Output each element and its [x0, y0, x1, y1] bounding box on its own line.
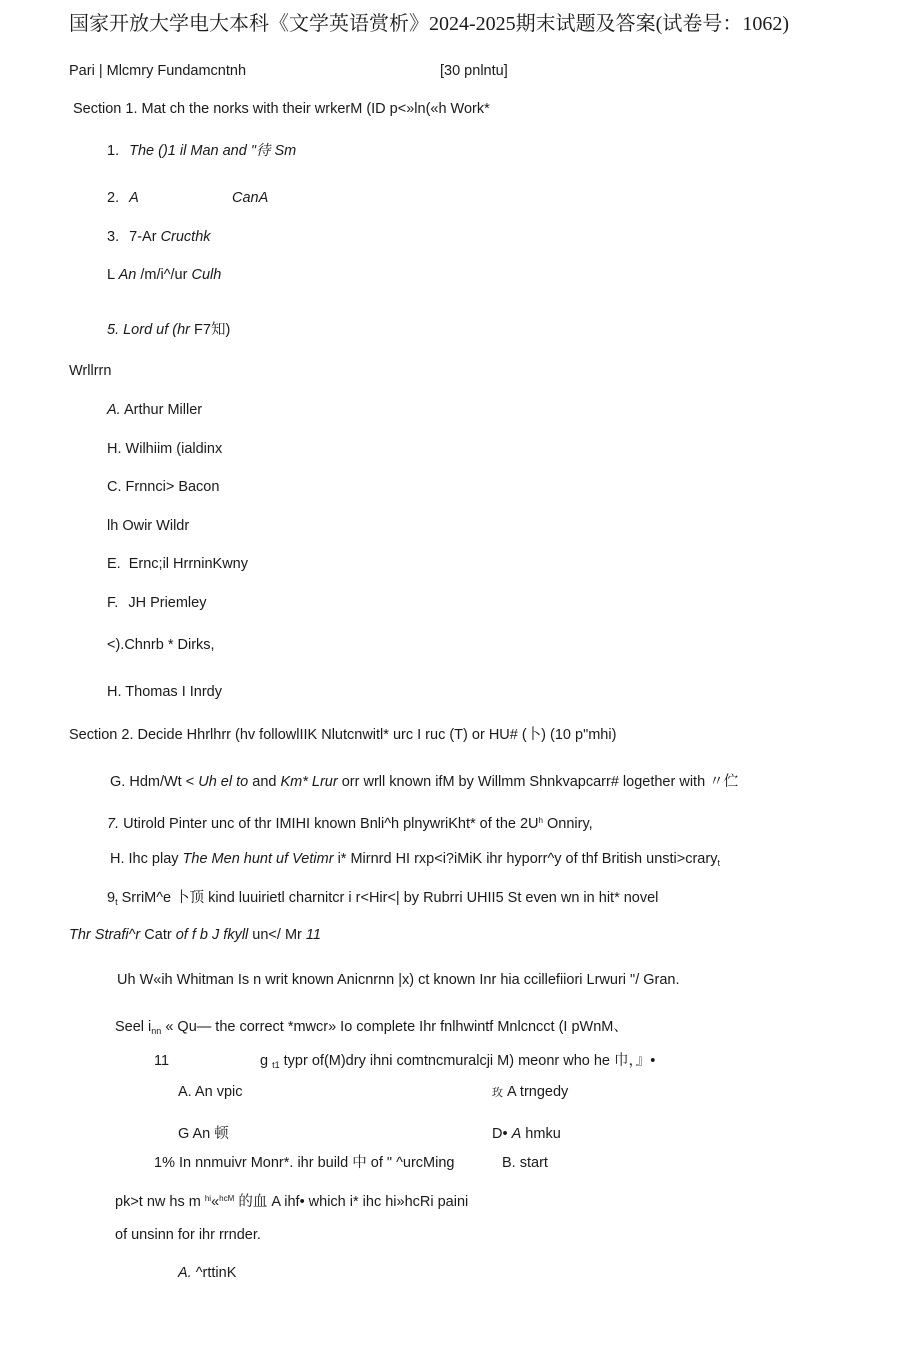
cont-pre: pk>t nw hs m [115, 1194, 201, 1210]
work-prefix: L [107, 267, 115, 283]
statement-text: Utirold Pinter unc of thr IMIHI known Bnli^h plnywriKht* of the 2U [123, 816, 539, 832]
work-num: 1. [107, 143, 120, 159]
writer-name: Arthur Miller [123, 402, 203, 418]
option-letter: A. [178, 1265, 192, 1281]
cont-mid: « [211, 1194, 220, 1210]
statement-text: SrriM^e 卜顶 kind luuirietl charnitcr i r<Hir<| by Rubrri UHII5 St even wn in hit* novel [121, 890, 659, 906]
work-item-5 [107, 321, 230, 339]
question-12-option-b: B. start [502, 1155, 548, 1171]
statement-italic-3: 11 [305, 927, 321, 943]
statement-italic-2: Km* Lrur [280, 774, 338, 790]
cont-post: 的血 A ihf• which i* ihc hi»hcRi paini [238, 1194, 469, 1210]
statement-num: 7. [107, 816, 120, 832]
work-item-1 [107, 142, 296, 160]
question-12: 1% In nnmuivr Monr*. ihr build 中 of " ^urcMing [154, 1155, 455, 1171]
writer-letter: C. [107, 479, 122, 495]
writer-name: Frnnci> Bacon [125, 479, 220, 495]
statement-post: orr wrll known ifM by Willmm Shnkvapcarr# logether with 〃伫 [341, 774, 739, 790]
statement-9 [107, 889, 658, 911]
work-item-3 [107, 228, 211, 246]
work-title-b: Culh [191, 267, 222, 283]
section3-heading-post: « Qu— the correct *mwcr» Io complete Ihr fnlhwintf Mnlcncct (I pWnM、 [165, 1019, 628, 1035]
question-pre: g [260, 1053, 269, 1069]
work-item-2-cont [232, 189, 268, 207]
option-a: A. An vpic [178, 1084, 243, 1100]
writer-letter: H. [107, 684, 122, 700]
section3-heading [115, 1018, 628, 1040]
work-num: 3. [107, 229, 120, 245]
writer-item [107, 594, 206, 612]
work-num: 2. [107, 190, 120, 206]
work-item-4 [107, 266, 221, 284]
section3-heading-pre: Seel i [115, 1019, 152, 1035]
question-text: typr of(M)dry ihni comtncmuralcji M) meonr who he 巾，』• [283, 1053, 656, 1069]
statement-italic: The Men hunt uf Vetimr [182, 851, 334, 867]
statement-7 [107, 812, 593, 833]
writer-letter: A. [107, 402, 121, 418]
writer-letter: <). [107, 637, 125, 653]
part-label: Pari | Mlcmry Fundamcntnh [69, 63, 247, 79]
writer-item [107, 517, 189, 535]
writer-name: JH Priemley [128, 595, 207, 611]
writer-letter: E. [107, 556, 121, 572]
option-d-text: hmku [525, 1126, 561, 1142]
work-mid: /m/i^/ur [140, 267, 188, 283]
writer-name: Owir Wildr [122, 518, 190, 534]
option-b-text: A trngedy [507, 1084, 569, 1100]
option-d-italic: A [511, 1126, 522, 1142]
statement-sup: h [538, 816, 543, 825]
work-title: The ()1 il Man and "待 Sm [129, 143, 297, 159]
statement-9-cont [69, 926, 321, 944]
section3-heading-sub: nn [151, 1026, 162, 1036]
writer-item [107, 440, 222, 458]
statement-sub: t [115, 897, 118, 907]
work-item-2 [107, 189, 139, 207]
statement-tail: Onniry, [547, 816, 593, 832]
statement-num: H. [110, 851, 125, 867]
option-c: G An 顿 [178, 1126, 229, 1142]
writer-name: Chnrb * Dirks, [124, 637, 215, 653]
statement-italic-1: Uh el to [198, 774, 249, 790]
writer-letter: H. [107, 441, 122, 457]
question-11 [260, 1052, 655, 1074]
writer-item [107, 683, 222, 701]
part-points: [30 pnlntu] [440, 63, 508, 79]
work-title-a: A [129, 190, 139, 206]
statement-post: un</ Mr [252, 927, 302, 943]
question-sub: t1 [272, 1060, 280, 1070]
section2-heading: Section 2. Decide Hhrlhrr (hv followlIIK Nlutcnwitl* urc I ruc (T) or HU# (卜) (10 p"mhi) [69, 727, 617, 743]
option-d-letter: D• [492, 1126, 508, 1142]
statement-pre: Ihc play [128, 851, 179, 867]
writer-item [107, 636, 215, 654]
question-12-cont [115, 1190, 468, 1211]
statement-post: i* Mirnrd HI rxp<i?iMiK ihr hyporr^y of thf British unsti>crary [337, 851, 718, 867]
statement-mid: Catr [144, 927, 172, 943]
option-d [492, 1125, 561, 1143]
option-b-icon: 玫 [492, 1087, 503, 1099]
question-11-num: 11 [154, 1053, 170, 1069]
cont-sup2: hcM [219, 1194, 235, 1203]
work-title-a: An [118, 267, 137, 283]
work-title-b: CanA [232, 190, 269, 206]
writers-label: Wrllrrn [69, 363, 112, 379]
page-title: 国家开放大学电大本科《文学英语赏析》2024-2025期末试题及答案(试卷号：1062) [69, 13, 789, 35]
statement-10: Uh W«ih Whitman Is n writ known Anicnrnn |x) ct known Inr hia ccillefiiori Lrwuri "/ Gran. [117, 972, 680, 988]
question-12-option-a [178, 1264, 236, 1282]
writer-item [107, 555, 248, 573]
writer-item [107, 401, 202, 419]
writer-name: Wilhiim (ialdinx [125, 441, 223, 457]
work-prefix: 7-Ar [129, 229, 157, 245]
writer-letter: F. [107, 595, 119, 611]
work-title: 5. Lord uf (hr [107, 322, 191, 338]
cont-sup: hi [204, 1194, 212, 1203]
work-suffix: F7知) [194, 322, 231, 338]
writer-item [107, 478, 219, 496]
writer-letter: lh [107, 518, 119, 534]
section1-heading: Section 1. Mat ch the norks with their wrkerM (ID p<»ln(«h Work* [73, 101, 490, 117]
option-text: ^rttinK [195, 1265, 237, 1281]
statement-italic-2: of f b J fkyll [175, 927, 249, 943]
work-title: Cructhk [160, 229, 211, 245]
statement-italic-1: Thr Strafi^r [69, 927, 141, 943]
statement-sub: t [717, 858, 720, 868]
statement-num: G. [110, 774, 126, 790]
option-b [492, 1083, 568, 1102]
statement-pre: Hdm/Wt < [129, 774, 195, 790]
statement-num: 9 [107, 890, 116, 906]
question-12-cont-2: of unsinn for ihr rrnder. [115, 1227, 261, 1243]
statement-mid: and [252, 774, 277, 790]
statement-8 [110, 850, 720, 872]
writer-name: Thomas I Inrdy [125, 684, 222, 700]
writer-name: Ernc;il HrrninKwny [128, 556, 248, 572]
statement-6 [110, 773, 738, 791]
